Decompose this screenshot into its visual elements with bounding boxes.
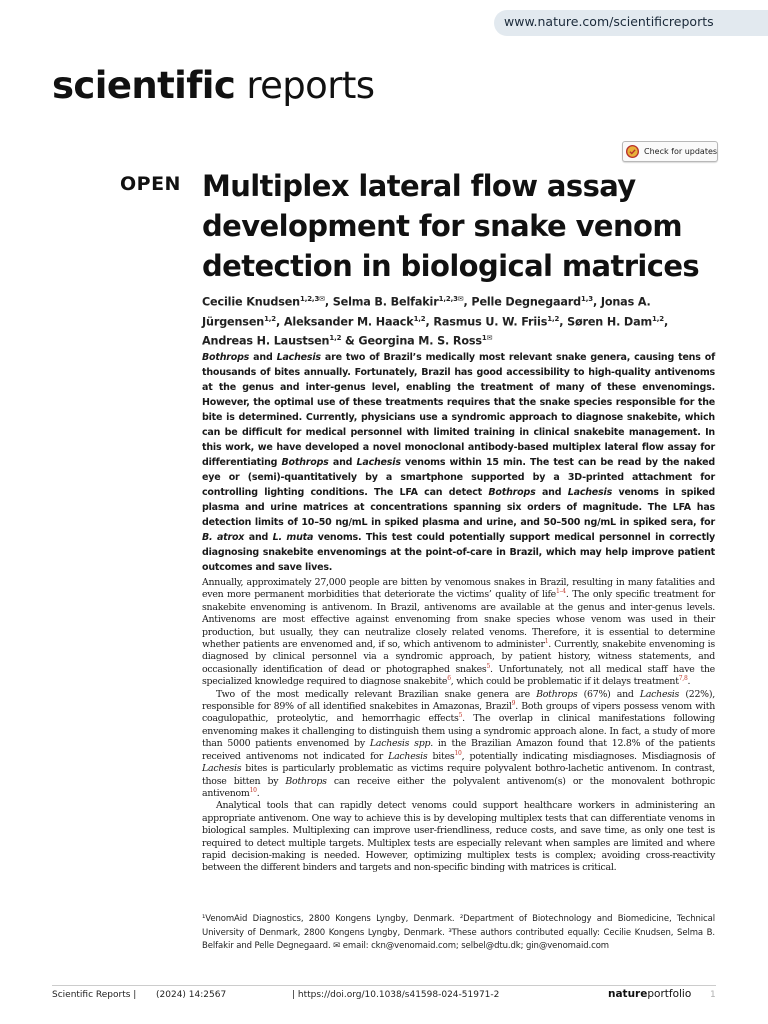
text-run: can receive either the polyvalent antivenom(s) or the monovalent bothropic antivenom xyxy=(202,775,715,799)
text-run: Two of the most medically relevant Brazilian snake genera are xyxy=(216,688,537,700)
text-run: Annually, approximately 27,000 people are bitten by venomous snakes in Brazil, resulting in many fatalities and even more permanent morbidities that deteriorate the victims’ quality of life xyxy=(202,577,715,601)
brand-bold: nature xyxy=(608,988,648,1000)
text-run: and xyxy=(535,487,568,498)
italic-text: Lachesis xyxy=(356,457,401,468)
text-run: . The only specific treatment for snakebite envenoming is antivenom. In Brazil, antivenoms are available at the genus and inter-genus levels. Antivenoms are most effective against envenoming from snake species whose venom was used in their production, but usually, they can neutralize closely related venoms. Therefore, it is essential to determine whether patients are envenomed and, if so, which antivenom to administer xyxy=(202,589,715,651)
open-access-label: OPEN xyxy=(120,173,181,195)
author-name[interactable]: Selma B. Belfakir xyxy=(332,295,439,309)
citation-ref[interactable]: 10 xyxy=(454,749,462,757)
italic-text: Bothrops xyxy=(536,688,578,700)
author-separator: , xyxy=(425,315,434,329)
author-list xyxy=(202,291,702,350)
text-run: venoms in spiked plasma and urine matrices at concentrations spanning six orders of magnitude. The LFA has detection limits of 10–50 ng/mL in spiked plasma and urine, and 50–500 ng/mL in spiked sera, for xyxy=(202,487,715,528)
citation-ref[interactable]: 6 xyxy=(447,675,451,683)
text-run: bites is particularly problematic as victims require polyvalent bothro-lachetic antivenom. In contrast, those bitten by xyxy=(202,763,715,787)
brand-regular: portfolio xyxy=(647,988,692,1000)
author-separator: , xyxy=(592,295,601,309)
citation-ref[interactable]: 5 xyxy=(458,712,463,720)
citation-ref[interactable]: 1–4 xyxy=(555,588,566,596)
author-affiliation: 1,3 xyxy=(581,295,593,303)
nature-portfolio-logo xyxy=(608,988,691,1000)
text-run: (67%) and xyxy=(577,688,640,700)
text-run: in the Brazilian Amazon found that 12.8% of the patients received antivenoms not indicated for xyxy=(202,738,716,762)
text-run: . xyxy=(256,787,260,799)
footer-citation: (2024) 14:2567 xyxy=(156,990,227,1000)
author-name[interactable]: Jonas A. Jürgensen xyxy=(202,295,651,329)
text-run: and xyxy=(249,352,277,363)
citation-ref[interactable]: 7,8 xyxy=(678,675,688,683)
text-run: , which could be problematic if it delays treatment xyxy=(450,676,679,688)
affiliations-footnote: ¹VenomAid Diagnostics, 2800 Kongens Lyngby, Denmark. ²Department of Biotechnology and Biomedicine, Technical University of Denmark, 2800 Kongens Lyngby, Denmark. ³These authors contributed equally: Cecilie Knudsen, Selma B. Belfakir and Pelle Degnegaard. ✉ email: ckn@venomaid.com; selbel@dtu.dk; gin@venomaid.com xyxy=(202,914,715,951)
text-run: , potentially indicating misdiagnoses. Misdiagnosis of xyxy=(461,750,715,762)
italic-text: L. muta xyxy=(272,532,314,543)
text-run: and xyxy=(244,532,273,543)
text-run: venoms. This test could potentially support medical personnel in correctly diagnosing snakebite envenomings at the point-of-care in Brazil, which may help improve patient outcomes and save lives. xyxy=(202,532,715,573)
text-run: . Currently, snakebite envenoming is diagnosed by clinical personnel via a syndromic approach, by patient history, witness statements, and occasionally identification of dead or photographed snakes xyxy=(202,639,715,675)
author-affiliation: 1,2,3✉ xyxy=(299,295,325,303)
italic-text: Bothrops xyxy=(488,487,536,498)
author-name[interactable]: Andreas H. Laustsen xyxy=(202,335,330,349)
italic-text: Bothrops xyxy=(202,352,250,363)
page-number: 1 xyxy=(710,990,716,1000)
logo-bold-text: scientific xyxy=(52,64,236,107)
text-run: and xyxy=(328,457,357,468)
italic-text: Lachesis xyxy=(202,763,242,775)
article-body xyxy=(202,577,715,875)
journal-url-link[interactable]: www.nature.com/scientificreports xyxy=(504,14,714,29)
citation-ref[interactable]: 10 xyxy=(249,786,257,794)
author-separator: , xyxy=(276,315,284,329)
author-affiliation: 1,2 xyxy=(264,314,277,323)
body-paragraph xyxy=(202,800,715,874)
footer-doi-link[interactable]: | https://doi.org/10.1038/s41598-024-51971-2 xyxy=(292,990,500,1000)
footer-divider xyxy=(52,985,716,986)
citation-ref[interactable]: 9 xyxy=(511,699,516,707)
author-affiliation: 1,2 xyxy=(547,314,560,323)
check-for-updates-label: Check for updates xyxy=(644,147,718,156)
italic-text: Lachesis xyxy=(276,352,321,363)
italic-text: Bothrops xyxy=(285,775,327,787)
author-affiliation: 1,2 xyxy=(329,334,342,343)
text-run: Analytical tools that can rapidly detect venoms could support healthcare workers in administering an appropriate antivenom. One way to achieve this is by developing multiplex tests that can differentiate venoms in biological samples. Multiplexing can improve user-friendliness, reduce costs, and save time, as only one test is required to detect multiple targets. Multiplex tests are especially relevant when samples are limited and where rapid decision-making is needed. However, optimizing multiplex tests is complex; avoiding cross-reactivity between the different binders and targets and non-specific binding with matrices is critical. xyxy=(202,800,715,874)
author-affiliation: 1✉ xyxy=(481,334,493,343)
italic-text: Lachesis xyxy=(567,487,613,498)
author-affiliation: 1,2 xyxy=(651,314,664,323)
check-for-updates-button[interactable] xyxy=(622,141,718,162)
journal-logo xyxy=(52,64,374,107)
footer-journal-name: Scientific Reports | xyxy=(52,990,137,1000)
author-name[interactable]: Rasmus U. W. Friis xyxy=(433,315,548,329)
abstract xyxy=(202,350,715,575)
text-run: . Unfortunately, not all medical staff have the specialized knowledge required to diagnose snakebite xyxy=(202,663,715,688)
author-affiliation: 1,2,3✉ xyxy=(438,295,464,303)
author-name[interactable]: Søren H. Dam xyxy=(567,315,652,329)
italic-text: Bothrops xyxy=(281,457,329,468)
author-name[interactable]: Georgina M. S. Ross xyxy=(358,335,482,349)
author-separator: , xyxy=(559,315,568,329)
article-title: Multiplex lateral flow assay development for snake venom detection in biological matrices xyxy=(202,169,700,283)
italic-text: Lachesis xyxy=(639,688,680,700)
author-affiliation: 1,2 xyxy=(413,314,426,323)
body-paragraph xyxy=(202,689,715,801)
text-run: are two of Brazil’s medically most relevant snake genera, causing tens of thousands of bites annually. Fortunately, Brazil has good accessibility to high-quality antivenoms at the genus and inter-genus level, enabling the treatment of many of these envenomings. However, the optimal use of these treatments requires that the snake species responsible for the bite is determined. Currently, physicians use a syndromic approach to diagnose snakebite, which can be difficult for medical personnel with limited training in clinical snakebite management. In this work, we have developed a novel monoclonal antibody-based multiplex lateral flow assay for differentiating xyxy=(202,352,716,468)
text-run: (22%), responsible for 89% of all identified snakebites in Amazonas, Brazil xyxy=(202,688,715,713)
citation-ref[interactable]: 5 xyxy=(486,662,491,670)
author-separator: & xyxy=(341,335,359,349)
italic-text: Lachesis xyxy=(388,750,428,762)
body-paragraph xyxy=(202,577,715,689)
text-run: . xyxy=(687,676,691,688)
citation-ref[interactable]: 1 xyxy=(544,637,549,645)
author-separator: , xyxy=(463,295,472,309)
text-run: . The overlap in clinical manifestations following envenoming makes it challenging to distinguish them using a syndromic approach alone. In fact, a study of more than 5000 patients envenomed by xyxy=(202,713,715,750)
text-run: . Both groups of vipers possess venom with coagulopathic, proteolytic, and hemorrhagic effects xyxy=(202,701,715,725)
text-run: venoms within 15 min. The test can be read by the naked eye or (semi)-quantitatively by a smartphone supported by a 3D-printed attachment for controlling lighting conditions. The LFA can detect xyxy=(202,457,716,498)
update-icon xyxy=(626,145,639,158)
text-run: bites xyxy=(427,750,455,762)
logo-regular-text: reports xyxy=(235,64,375,107)
author-name[interactable]: Cecilie Knudsen xyxy=(202,295,300,309)
author-name[interactable]: Aleksander M. Haack xyxy=(283,315,414,329)
author-separator: , xyxy=(663,315,669,329)
author-separator: , xyxy=(324,295,333,309)
italic-text: B. atrox xyxy=(202,532,245,543)
author-name[interactable]: Pelle Degnegaard xyxy=(471,295,581,309)
italic-text: Lachesis spp. xyxy=(369,738,433,750)
